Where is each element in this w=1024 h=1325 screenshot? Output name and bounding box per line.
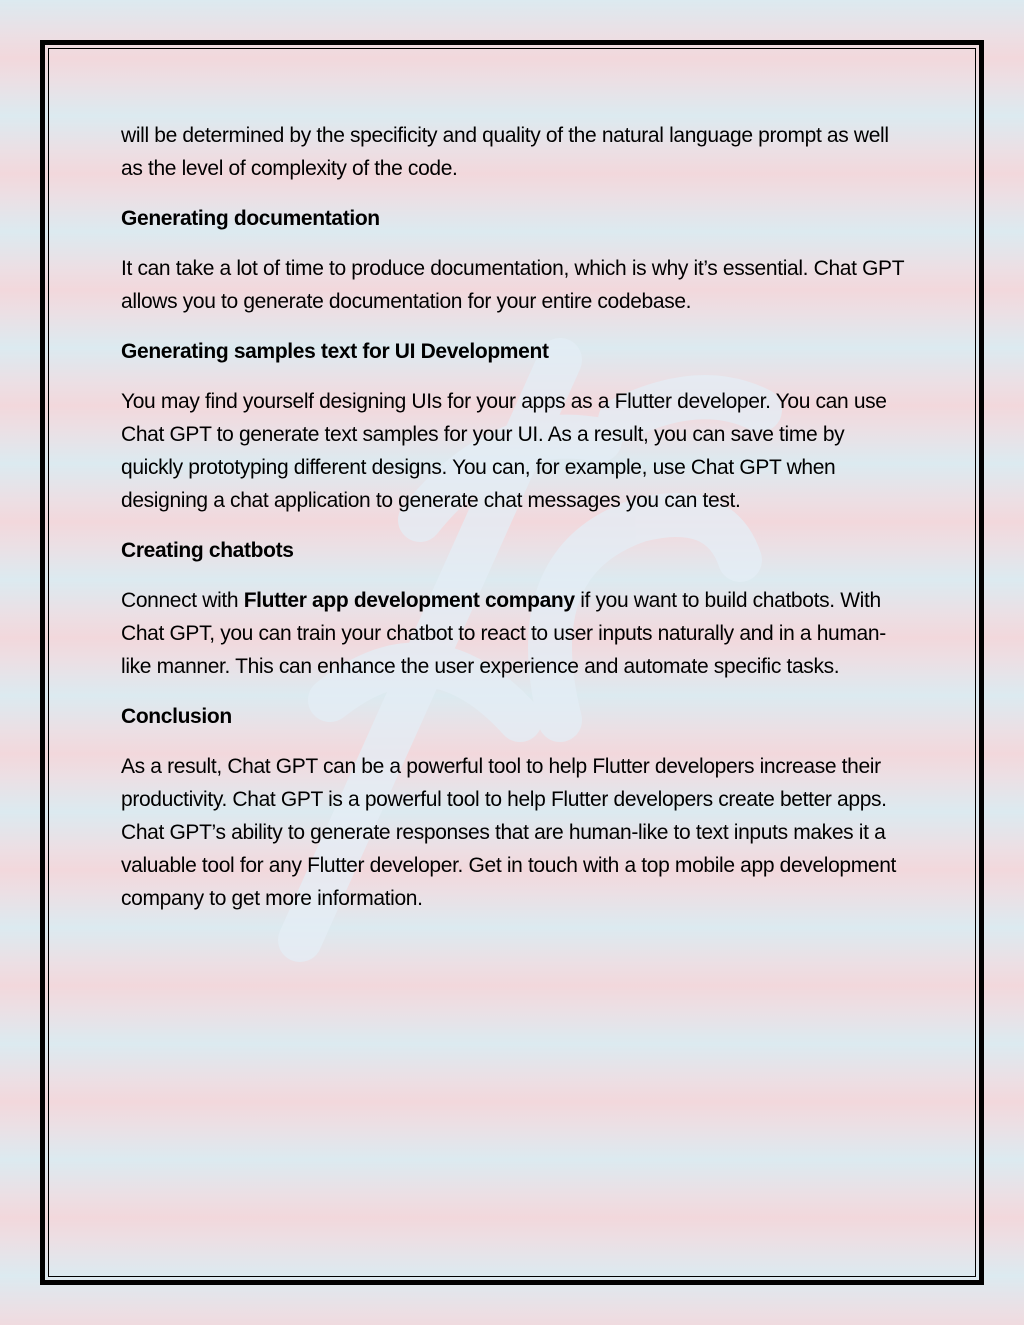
chatbots-paragraph xyxy=(121,584,911,683)
documentation-paragraph: It can take a lot of time to produce documentation, which is why it’s essential. Chat GPT allows you to generate documentation for your entire codebase. xyxy=(121,257,904,313)
chatbots-text-before: Connect with xyxy=(121,589,244,612)
heading-creating-chatbots: Creating chatbots xyxy=(121,539,294,562)
heading-generating-documentation: Generating documentation xyxy=(121,207,380,230)
chatbots-text-after: if you want to build chatbots. With Chat GPT, you can train your chatbot to react to user inputs naturally and in a human-like manner. This can enhance the user experience and automate specific tasks. xyxy=(121,589,886,678)
intro-paragraph: will be determined by the specificity and quality of the natural language prompt as well as the level of complexity of the code. xyxy=(121,124,889,180)
heading-conclusion: Conclusion xyxy=(121,705,232,728)
document-body xyxy=(121,119,911,932)
conclusion-paragraph: As a result, Chat GPT can be a powerful tool to help Flutter developers increase their productivity. Chat GPT is a powerful tool to help Flutter developers create better apps. Chat GPT’s ability to generate responses that are human-like to text inputs makes it a valuable tool for any Flutter developer. Get in touch with a top mobile app development company to get more information. xyxy=(121,755,897,910)
heading-generating-samples: Generating samples text for UI Development xyxy=(121,340,549,363)
flutter-company-link-text: Flutter app development company xyxy=(243,589,575,612)
samples-paragraph: You may find yourself designing UIs for your apps as a Flutter developer. You can use Chat GPT to generate text samples for your UI. As a result, you can save time by quickly prototyping different designs. You can, for example, use Chat GPT when designing a chat application to generate chat messages you can test. xyxy=(121,390,887,512)
